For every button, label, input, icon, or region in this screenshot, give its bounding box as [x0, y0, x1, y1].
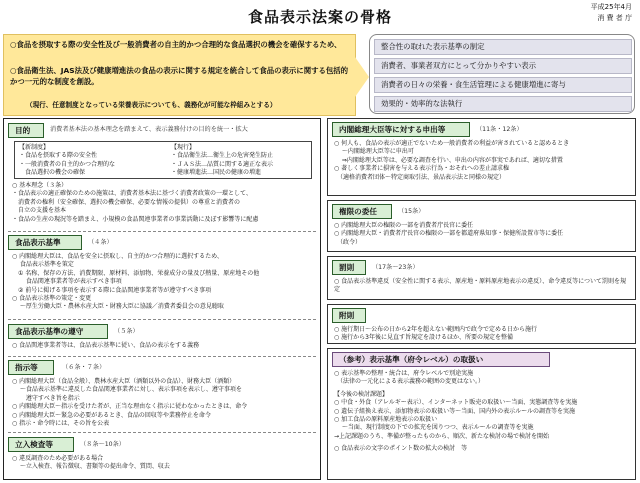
delegation-article: （15条） [398, 208, 425, 215]
standard-line: ○ 内閣総理大臣は、食品を安全に摂取し、自主的かつ合理的に選択するため、 [12, 253, 223, 260]
goal-item: 効果的・効率的な法執行 [374, 96, 632, 112]
delegation-body [334, 222, 563, 247]
principle-line: 消費者の権利（安全確保、選択の機会確保、必要な情報の提供）の尊重と消費者の [12, 198, 241, 206]
old-item: ・健康増進法…国民の健康の増進 [171, 169, 262, 177]
compliance-line: ○ 食品関連事業者等は、食品表示基準に従い、食品の表示をする義務 [12, 342, 200, 349]
instruction-line: ○ 指示・命令時には、その旨を公表 [12, 420, 110, 428]
instruction-article: （６条・７条） [62, 364, 106, 371]
inspection-line: ○ 違反調査のため必要がある場合 [12, 455, 104, 462]
standard-line: 食品表示基準を策定 [12, 261, 74, 269]
instruction-line: 遵守すべき旨を指示 [12, 394, 80, 402]
divider [8, 231, 316, 232]
inspection-body [12, 455, 170, 472]
date-block [591, 2, 632, 24]
appendix-line: ○ 施行期日～公布の日から2年を超えない範囲内で政令で定める日から施行 [334, 326, 537, 333]
inspection-line: ～立入検査、報告徴収、書類等の提出命令、質問、収去 [12, 463, 170, 471]
instruction-header: 指示等 [8, 360, 54, 375]
delegation-header: 権限の委任 [332, 204, 392, 219]
offer-line: ○ 何人も、食品の表示が適正でないため一般消費者の利益が害されていると認めるとき [334, 140, 570, 147]
standard-line: ～厚生労働大臣・農林水産大臣・財務大臣に協議／消費者委員会の意見聴取 [12, 303, 224, 311]
reference-line: →上記課題のうち、準備が整ったものから、順次、新たな検討の場で検討を開始 [334, 432, 550, 440]
new-item: ・食品を摂取する際の安全性 [19, 152, 98, 160]
agency-line: 消 費 者 庁 [597, 14, 632, 22]
reference-line: ○ 加工食品の原料原産地表示の取扱い [334, 416, 438, 424]
page-title: 食品表示法案の骨格 [247, 8, 392, 26]
intro-banner [3, 34, 356, 116]
basic-principle [12, 182, 258, 224]
reference-line: ○ 食品表示の文字のポイント数の拡大の検討 等 [334, 445, 468, 453]
old-item: ・食品衛生法…衛生上の危害発生防止 [171, 152, 274, 160]
principle-line: ・食品表示の適正確保のための施策は、消費者基本法に基づく消費者政策の一環として、 [12, 190, 252, 198]
reference-body [334, 370, 577, 454]
offer-header: 内閣総理大臣等に対する申出等 [332, 122, 470, 137]
reference-line: ○ 遺伝子組換え表示、添加物表示の取扱い等～当面、国内外の表示ルールの調査等を実施 [334, 407, 576, 415]
principle-line: ・食品の生産の現況等を踏まえ、小規模の食品関連事業者の事業活動に及ぼす影響等に配慮 [12, 215, 259, 223]
standard-line: ② 前号に掲げる事項を表示する際に食品関連事業者等が遵守すべき事項 [12, 286, 212, 294]
goal-item: 整合性の取れた表示基準の制定 [374, 39, 632, 55]
divider [8, 356, 316, 357]
banner-arrow [355, 57, 369, 97]
reference-header: （参考）表示基準（府令レベル）の取扱い [332, 352, 550, 367]
instruction-line: ○ 内閣総理大臣～指示を受けた者が、正当な理由なく指示に従わなかったときは、命令 [12, 403, 248, 411]
inspection-article: （８条～10条） [80, 441, 125, 448]
offer-line: ～内閣総理大臣等に申出可 [334, 148, 414, 156]
reference-box [327, 348, 636, 480]
delegation-box [327, 200, 636, 252]
reference-line: ～当面、現行制度の下での拡充を図りつつ、表示ルールの調査等を実施 [334, 424, 534, 432]
date-line: 平成25年4月 [590, 3, 632, 11]
goal-item: 消費者の日々の栄養・食生活管理による健康増進に寄与 [374, 77, 632, 93]
old-item: ・ＪＡＳ法…品質に関する適正な表示 [171, 160, 274, 168]
compliance-header: 食品表示基準の遵守 [8, 324, 108, 339]
goal-item: 消費者、事業者双方にとって分かりやすい表示 [374, 58, 632, 74]
purpose-summary: 消費者基本法の基本理念を踏まえて、表示義務付けの目的を統一・拡大 [50, 126, 248, 133]
penalty-box [327, 256, 636, 300]
old-system [171, 144, 273, 178]
reference-line: ○ 表示基準の整理・統合は、府令レベルで別途実施 [334, 370, 474, 377]
offer-body [334, 140, 569, 182]
appendix-box [327, 304, 636, 344]
principle-line: 自立の支援を基本 [12, 207, 67, 215]
new-system [19, 144, 115, 178]
inspection-header: 立入検査等 [8, 437, 74, 452]
standard-article: （４条） [88, 239, 113, 246]
purpose-header: 目的 [8, 123, 44, 138]
principle-title: ○ 基本理念（３条） [12, 182, 68, 189]
instruction-body [12, 378, 247, 428]
appendix-body [334, 326, 537, 343]
banner-line-3: （現行、任意制度となっている栄養表示についても、義務化が可能な枠組みとする） [26, 101, 277, 109]
penalty-line: ○ 食品表示基準違反（安全性に関する表示、原産地・原料原産地表示の違反）、命令違反等について罰則を規定 [334, 278, 627, 294]
new-item: 食品選択の機会の確保 [19, 169, 86, 177]
reference-line: （法律の一元化による表示義務の範囲の変更はない。） [334, 378, 485, 386]
banner-line-1: ○食品を摂取する際の安全性及び一般消費者の自主的かつ合理的な食品選択の機会を確保するため、 [10, 40, 342, 49]
offer-box [327, 118, 636, 196]
compliance-article: （５条） [114, 328, 139, 335]
delegation-line: ○ 内閣総理大臣の権限の一部を消費者庁長官に委任 [334, 222, 474, 229]
penalty-body [334, 278, 632, 295]
old-label: 【現行】 [171, 144, 196, 151]
goals-panel [369, 34, 635, 114]
left-panel [3, 118, 321, 480]
divider [8, 319, 316, 320]
offer-line: ⇒内閣総理大臣等は、必要な調査を行い、申出の内容が事実であれば、適切な措置 [334, 156, 563, 164]
standard-line: 食品関連事業者等が表示すべき事項 [12, 278, 122, 286]
divider [8, 432, 316, 433]
banner-line-2: ○食品衛生法、JAS法及び健康増進法の食品の表示に関する規定を統合して食品の表示に関する包括的かつ一元的な制度を創設。 [10, 66, 349, 86]
reference-line: 【今後の検討課題】 [334, 390, 389, 398]
appendix-header: 附則 [332, 308, 366, 323]
compliance-body [12, 342, 199, 350]
delegation-line: （政令） [334, 238, 362, 246]
penalty-header: 罰則 [332, 260, 366, 275]
offer-line: （適格消費者団体～特定商取引法、景品表示法と同様の規定） [334, 173, 506, 181]
new-item: ・一般消費者の自主的かつ合理的な [19, 160, 116, 168]
offer-line: ○ 著しく事業者に損害を与える表示行為・おそれへの差止請求権 [334, 165, 510, 173]
instruction-line: ～食品表示基準に違反した食品関連事業者に対し、表示事項を表示し、遵守事項を [12, 386, 242, 394]
new-label: 【新制度】 [19, 144, 50, 151]
purpose-compare-box [14, 141, 312, 179]
instruction-line: ○ 内閣総理大臣（食品全般）、農林水産大臣（酒類以外の食品）、財務大臣（酒類） [12, 378, 236, 385]
penalty-article: （17条～23条） [372, 264, 419, 271]
appendix-line: ○ 施行から3年後に見直す旨規定を設けるほか、所要の規定を整備 [334, 334, 513, 342]
standard-line: ① 名称、保存の方法、消費期限、原材料、添加物、栄養成分の量及び熱量、原産地その他 [12, 269, 260, 277]
standard-body [12, 253, 259, 312]
delegation-line: ○ 内閣総理大臣・消費者庁長官の権限の一部を都道府県知事・保健所設置市等に委任 [334, 230, 564, 238]
standard-line: ○ 食品表示基準の策定・変更 [12, 295, 92, 303]
reference-line: ○ 中食・外食（アレルギー表示）、インターネット販売の取扱い～当面、実態調査等を実施 [334, 399, 578, 407]
instruction-line: ○ 内閣総理大臣～緊急の必要があるとき、食品の回収等や業務停止を命令 [12, 411, 211, 419]
standard-header: 食品表示基準 [8, 235, 82, 250]
offer-article: （11条・12条） [476, 126, 523, 133]
